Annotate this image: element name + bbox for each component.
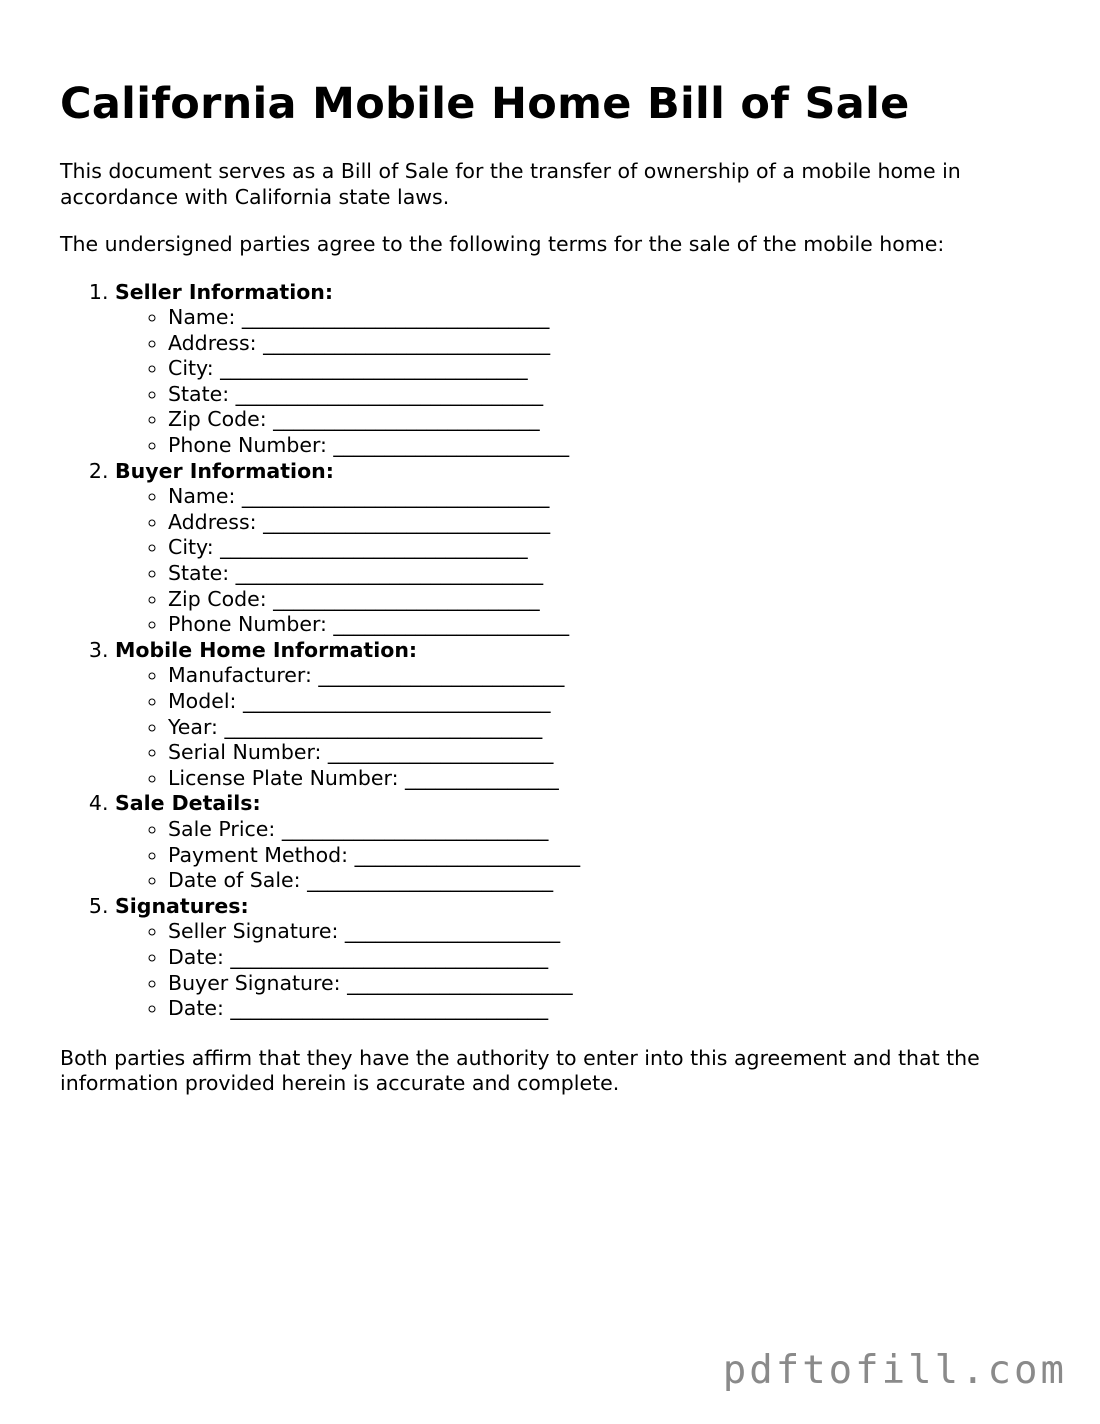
seller-zip-code-field[interactable]: ◦ Zip Code: __________________________ (168, 407, 1050, 433)
year-field[interactable]: ◦ Year: _______________________________ (168, 715, 1050, 741)
buyer-phone-number-field[interactable]: ◦ Phone Number: _______________________ (168, 612, 1050, 638)
buyer-state-field[interactable]: ◦ State: ______________________________ (168, 561, 1050, 587)
buyer-fields-list (115, 484, 1050, 638)
buyer-city-field[interactable]: ◦ City: ______________________________ (168, 535, 1050, 561)
intro-paragraph: This document serves as a Bill of Sale for the transfer of ownership of a mobile home in accordance with California state laws. (60, 159, 961, 209)
serial-number-field[interactable]: ◦ Serial Number: ______________________ (168, 740, 1050, 766)
sale-price-field[interactable]: ◦ Sale Price: __________________________ (168, 817, 1050, 843)
section-sale-details (115, 791, 1050, 893)
seller-date-field[interactable]: ◦ Date: _______________________________ (168, 945, 1050, 971)
section-heading: Mobile Home Information: (115, 637, 418, 662)
section-heading: Buyer Information: (115, 458, 334, 483)
section-buyer-information (115, 459, 1050, 638)
buyer-name-field[interactable]: ◦ Name: ______________________________ (168, 484, 1050, 510)
section-heading: Signatures: (115, 893, 249, 918)
watermark: pdftofill.com (722, 1348, 1067, 1393)
sale-details-fields-list (115, 817, 1050, 894)
model-field[interactable]: ◦ Model: ______________________________ (168, 689, 1050, 715)
buyer-date-field[interactable]: ◦ Date: _______________________________ (168, 996, 1050, 1022)
terms-intro-paragraph: The undersigned parties agree to the following terms for the sale of the mobile home: (60, 232, 945, 256)
seller-name-field[interactable]: ◦ Name: ______________________________ (168, 305, 1050, 331)
seller-address-field[interactable]: ◦ Address: ____________________________ (168, 331, 1050, 357)
seller-fields-list (115, 305, 1050, 459)
section-mobile-home-information (115, 638, 1050, 792)
closing-paragraph: Both parties affirm that they have the authority to enter into this agreement and that the information provided herein is accurate and complete. (60, 1045, 980, 1096)
manufacturer-field[interactable]: ◦ Manufacturer: ________________________ (168, 663, 1050, 689)
license-plate-number-field[interactable]: ◦ License Plate Number: _______________ (168, 766, 1050, 792)
buyer-address-field[interactable]: ◦ Address: ____________________________ (168, 510, 1050, 536)
seller-state-field[interactable]: ◦ State: ______________________________ (168, 382, 1050, 408)
seller-signature-field[interactable]: ◦ Seller Signature: _____________________ (168, 919, 1050, 945)
signatures-fields-list (115, 919, 1050, 1021)
buyer-signature-field[interactable]: ◦ Buyer Signature: ______________________ (168, 971, 1050, 997)
section-signatures (115, 894, 1050, 1022)
mobile-home-fields-list (115, 663, 1050, 791)
section-heading: Seller Information: (115, 279, 334, 304)
buyer-zip-code-field[interactable]: ◦ Zip Code: __________________________ (168, 587, 1050, 613)
document-title: California Mobile Home Bill of Sale (60, 79, 910, 129)
payment-method-field[interactable]: ◦ Payment Method: ______________________ (168, 843, 1050, 869)
seller-phone-number-field[interactable]: ◦ Phone Number: _______________________ (168, 433, 1050, 459)
section-heading: Sale Details: (115, 791, 261, 816)
date-of-sale-field[interactable]: ◦ Date of Sale: ________________________ (168, 868, 1050, 894)
document-page (60, 0, 1050, 1097)
sections-list (60, 280, 1050, 1022)
seller-city-field[interactable]: ◦ City: ______________________________ (168, 356, 1050, 382)
section-seller-information (115, 280, 1050, 459)
